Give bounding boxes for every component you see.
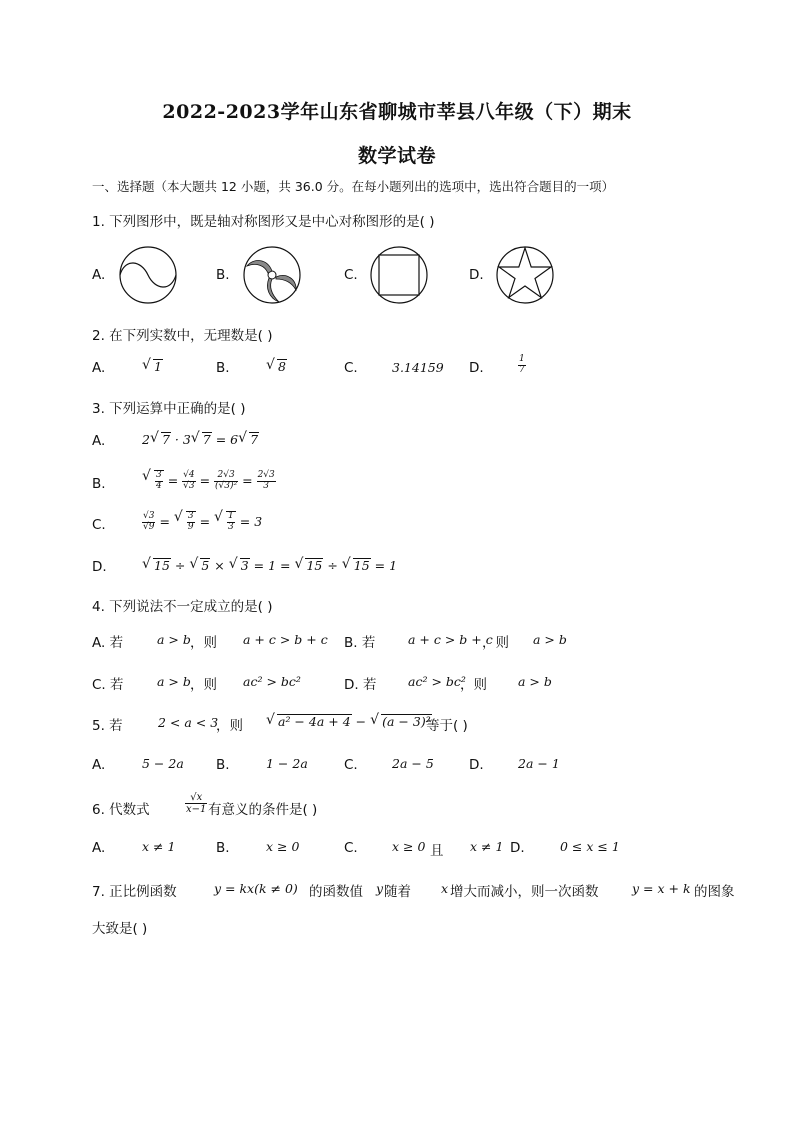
- question-5-stem-suffix: 等于( ): [426, 718, 468, 734]
- q5-expression: √ a² − 4a + 4 − √ (a − 3)²: [266, 714, 432, 729]
- page-subtitle: 数学试卷: [357, 145, 436, 167]
- q5-option-b-label: B.: [216, 757, 230, 773]
- q4-option-b-then: ，则: [482, 635, 509, 651]
- question-7-stem-prefix: 7. 正比例函数: [92, 884, 177, 900]
- q6-option-c-extra: x ≠ 1: [470, 839, 504, 854]
- q5-condition: 2 < a < 3: [158, 715, 219, 730]
- question-7-stem-line2: 大致是( ): [92, 921, 148, 937]
- q1-option-b-label: B.: [216, 267, 230, 283]
- q5-option-c-value: 2a − 5: [392, 756, 434, 771]
- question-6-stem-suffix: 有意义的条件是( ): [208, 802, 318, 818]
- q2-option-c-value: 3.14159: [392, 360, 444, 375]
- q3-option-c-expr: $\frac{√3}{√9}$ = √ $\frac{3}{9}$ = √ $\frac{1}{3}$ = 3: [142, 511, 262, 533]
- figure-d-star-in-circle: [494, 246, 556, 304]
- q2-option-b-label: B.: [216, 360, 230, 376]
- q2-option-a-value: √ 1: [142, 359, 163, 374]
- q6-option-d-label: D.: [510, 840, 525, 856]
- q4-option-d-label: D. 若: [344, 677, 377, 693]
- question-6-stem-prefix: 6. 代数式: [92, 802, 150, 818]
- q6-option-a-label: A.: [92, 840, 106, 856]
- q6-option-a-value: x ≠ 1: [142, 839, 176, 854]
- q5-option-a-value: 5 − 2a: [142, 756, 184, 771]
- figure-a-yin-yang-curve: [117, 246, 179, 304]
- q7-function: y = kx(k ≠ 0): [214, 881, 298, 896]
- figure-b-three-blade-swirl: [241, 246, 303, 304]
- q5-option-d-value: 2a − 1: [518, 756, 560, 771]
- q3-option-c-label: C.: [92, 517, 106, 533]
- q6-option-c-value: x ≥ 0: [392, 839, 426, 854]
- q4-option-d-result: a > b: [518, 674, 552, 689]
- question-4-stem: 4. 下列说法不一定成立的是( ): [92, 599, 273, 615]
- q5-option-c-label: C.: [344, 757, 358, 773]
- q4-option-c-result: ac² > bc²: [243, 674, 301, 689]
- q7-text-2: 的函数值: [309, 884, 363, 900]
- q7-text-4: 增大而减小，则一次函数: [450, 884, 599, 900]
- q1-option-a-label: A.: [92, 267, 106, 283]
- q2-option-a-label: A.: [92, 360, 106, 376]
- q4-option-a-result: a + c > b + c: [243, 632, 328, 647]
- q6-option-b-value: x ≥ 0: [266, 839, 300, 854]
- q6-option-d-value: 0 ≤ x ≤ 1: [560, 839, 620, 854]
- q6-fraction: $\frac{√x}{x-1}$: [186, 792, 207, 815]
- q5-option-d-label: D.: [469, 757, 484, 773]
- question-1-stem: 1. 下列图形中，既是轴对称图形又是中心对称图形的是( ): [92, 214, 435, 230]
- question-2-stem: 2. 在下列实数中，无理数是( ): [92, 328, 273, 344]
- q3-option-b-label: B.: [92, 476, 106, 492]
- q4-option-a-cond: a > b: [157, 632, 191, 647]
- q6-option-b-label: B.: [216, 840, 230, 856]
- q3-option-a-label: A.: [92, 433, 106, 449]
- q4-option-c-label: C. 若: [92, 677, 124, 693]
- question-3-stem: 3. 下列运算中正确的是( ): [92, 401, 246, 417]
- q7-y-var: y: [376, 881, 384, 896]
- q4-option-d-cond: ac² > bc²: [408, 674, 466, 689]
- q4-option-b-label: B. 若: [344, 635, 376, 651]
- q5-option-a-label: A.: [92, 757, 106, 773]
- q5-then: ，则: [216, 718, 243, 734]
- q3-option-b-expr: √ $\frac{3}{4}$ = $\frac{√4}{√3}$ = $\frac{2√3}{\text{(√3)²}}$ = $\frac{2√3}{3}$: [142, 470, 276, 492]
- q3-option-d-expr: √ 15 ÷ √ 5 × √ 3 = 1 = √ 15 ÷ √ 15 = 1: [142, 558, 397, 573]
- q3-option-d-label: D.: [92, 559, 107, 575]
- q6-option-c-label: C.: [344, 840, 358, 856]
- q2-option-c-label: C.: [344, 360, 358, 376]
- q7-x-var: x: [441, 881, 449, 896]
- question-5-stem-prefix: 5. 若: [92, 718, 123, 734]
- q2-option-b-value: √ 8: [266, 359, 287, 374]
- page-title: 2022-2023学年山东省聊城市莘县八年级（下）期末: [162, 101, 632, 123]
- q4-option-d-then: ，则: [460, 677, 487, 693]
- section-heading: 一、选择题（本大题共 12 小题，共 36.0 分。在每小题列出的选项中，选出符合题目的一项）: [92, 179, 615, 194]
- q4-option-c-cond: a > b: [157, 674, 191, 689]
- q1-option-d-label: D.: [469, 267, 484, 283]
- q4-option-b-cond: a + c > b + c: [408, 632, 493, 647]
- q7-text-5: 的图象: [694, 884, 735, 900]
- q2-option-d-label: D.: [469, 360, 484, 376]
- q4-option-a-label: A. 若: [92, 635, 124, 651]
- q3-option-a-expr: 2√ 7 · 3√ 7 = 6√ 7: [142, 432, 259, 447]
- q2-option-d-value: $\frac{1}{7}$: [519, 354, 525, 375]
- q1-option-c-label: C.: [344, 267, 358, 283]
- q5-option-b-value: 1 − 2a: [266, 756, 308, 771]
- q7-text-3: 随着: [384, 884, 411, 900]
- q7-function-2: y = x + k: [632, 881, 691, 896]
- q4-option-a-then: ，则: [190, 635, 217, 651]
- q4-option-b-result: a > b: [533, 632, 567, 647]
- q4-option-c-then: ，则: [190, 677, 217, 693]
- figure-c-square-in-circle: [368, 246, 430, 304]
- q6-option-c-and: 且: [430, 843, 444, 859]
